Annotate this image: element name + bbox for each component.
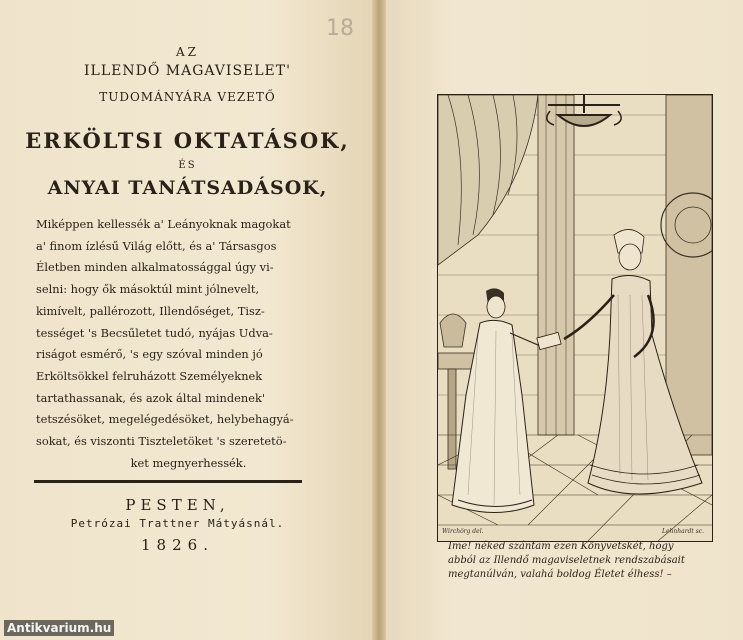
source-watermark: Antikvarium.hu bbox=[4, 620, 114, 636]
caption-line: megtanúlván, valahá boldog Életet élhess! – bbox=[448, 569, 672, 580]
subtitle-paragraph bbox=[36, 214, 341, 474]
artist-credit-right: Lehnhardt sc. bbox=[662, 528, 705, 535]
frontispiece-engraving bbox=[437, 94, 713, 542]
body-line: ket megnyerhessék. bbox=[130, 455, 247, 470]
title-az: AZ bbox=[175, 45, 199, 59]
imprint-year: 1826. bbox=[141, 536, 214, 554]
imprint-printer: Petrózai Trattner Mátyásnál. bbox=[70, 517, 285, 530]
title-line-1: ILLENDŐ MAGAVISELET' bbox=[84, 63, 291, 79]
second-title: ANYAI TANÁTSADÁSOK, bbox=[47, 177, 328, 199]
engraving-illustration bbox=[438, 95, 712, 541]
body-line: tartathassanak, és azok által mindenek' bbox=[36, 390, 266, 405]
body-line: sokat, és viszonti Tiszteletöket 's szeretetö- bbox=[36, 434, 287, 449]
body-line: selni: hogy ők másoktúl mint jólnevelt, bbox=[36, 282, 260, 297]
body-line: a' finom ízlésű Világ előtt, és a' Társasgos bbox=[36, 238, 277, 253]
divider-rule bbox=[34, 480, 302, 483]
book-gutter bbox=[372, 0, 386, 640]
main-title: ERKÖLTSI OKTATÁSOK, bbox=[25, 128, 350, 153]
body-line: Miképpen kellessék a' Leányoknak magokat bbox=[36, 217, 291, 231]
pencil-note: 18 bbox=[326, 16, 354, 41]
body-line: Erköltsökkel felruházott Személyeknek bbox=[36, 368, 263, 383]
title-conjunction: ÉS bbox=[178, 160, 197, 171]
plate-caption bbox=[448, 540, 718, 582]
body-line: kimívelt, pallérozott, Illendőséget, Tisz- bbox=[36, 303, 265, 318]
body-line: tességet 's Becsűletet tudó, nyájas Udva- bbox=[36, 325, 273, 340]
caption-line: Ime! néked szántam ezen Könyvetskét, hogy bbox=[448, 541, 674, 552]
artist-credit-left: Wirchörg del. bbox=[442, 528, 484, 535]
body-line: tetszésöket, megelégedésöket, helybehagyá- bbox=[36, 412, 294, 427]
imprint-place: PESTEN, bbox=[125, 496, 230, 514]
caption-line: abból az Illendő magaviseletnek rendszabásait bbox=[448, 555, 685, 566]
body-line: riságot esmérő, 's egy szóval minden jó bbox=[36, 347, 263, 362]
title-line-2: TUDOMÁNYÁRA VEZETŐ bbox=[99, 90, 276, 104]
body-line: Életben minden alkalmatossággal úgy vi- bbox=[36, 260, 274, 275]
